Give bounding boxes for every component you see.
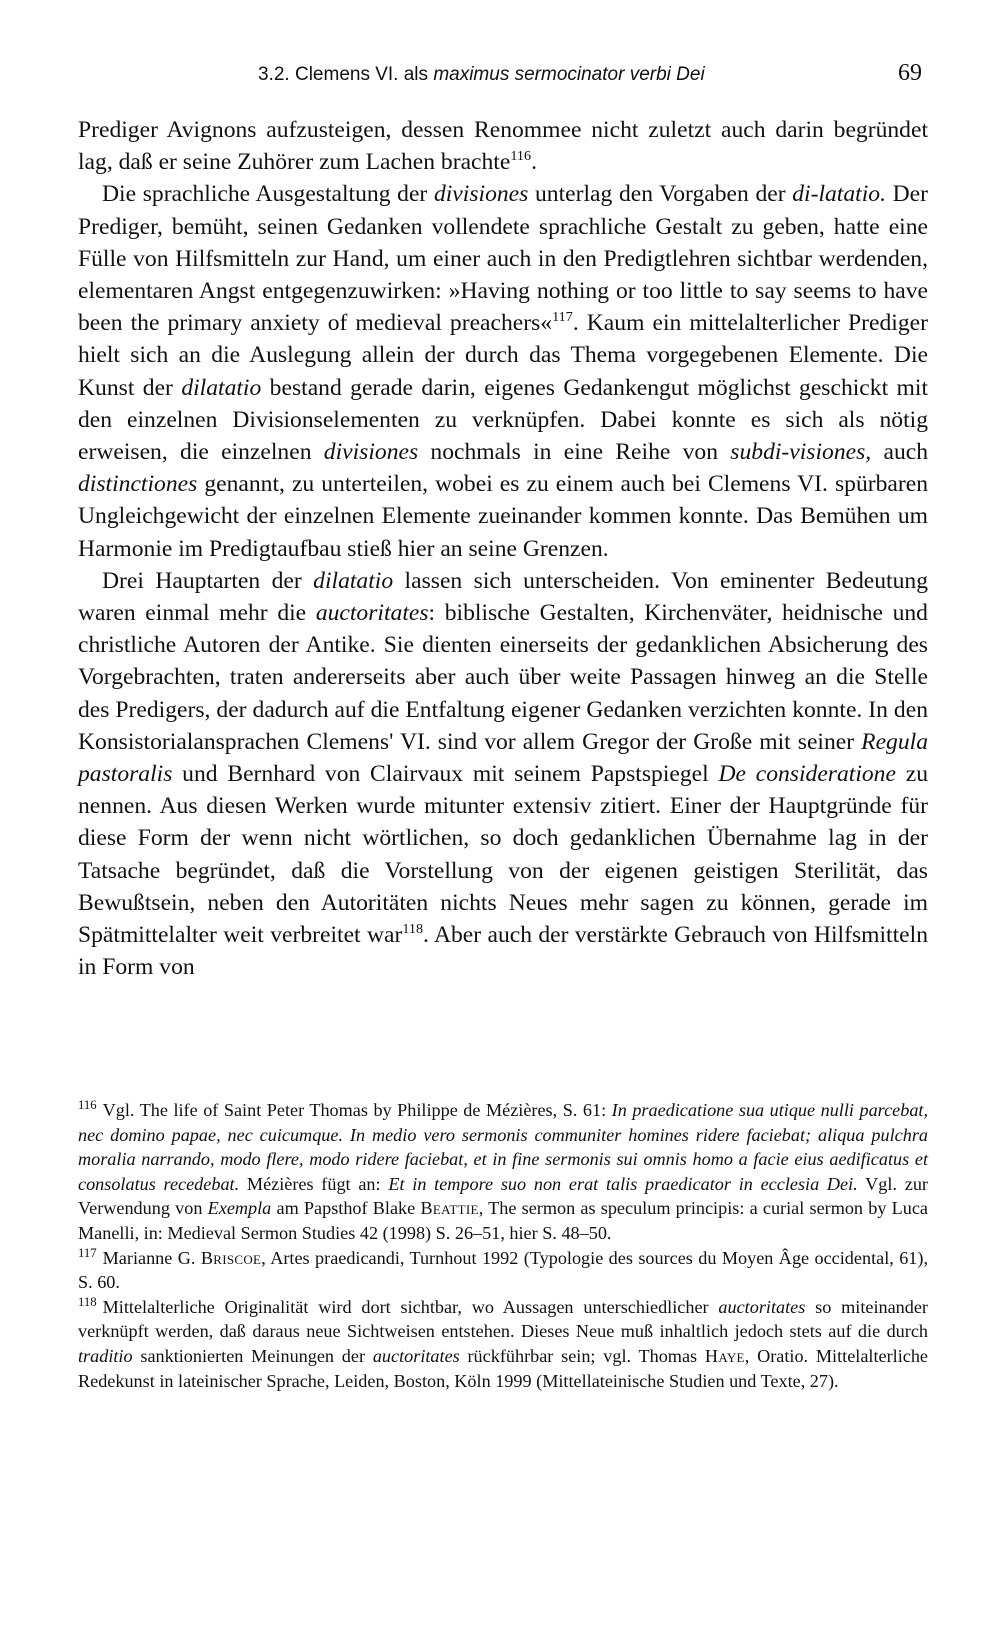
- footnote-118: [78, 1295, 928, 1393]
- text-run: so miteinander verknüpft werden, daß daraus neue Sichtweisen entstehen. Dieses Neue muß inhaltlich jedoch stets auf die durch: [78, 1296, 928, 1342]
- text-run: . Aber auch der verstärkte Gebrauch von Hilfsmitteln in Form von: [78, 922, 928, 981]
- text-run: , The sermon as speculum principis: a curial sermon by Luca Manelli, in: Medieval Sermon Studies 42 (1998) S. 26–51, hier S. 48–50.: [78, 1198, 928, 1243]
- text-run: zu nennen. Aus diesen Werken wurde mitunter extensiv zitiert. Einer der Hauptgründe für diese Form der wenn nicht wörtlichen, so doch gedanklichen Übernahme lag in der Tatsache begründet, daß die Vorstellung von der eigenen geistigen Sterilität, das Bewußtsein, neben den Autoritäten nichts Neues mehr sagen zu können, gerade im Spätmittelalter weit verbreitet war: [78, 761, 928, 949]
- text-run: Vgl. zur Verwendung von: [78, 1173, 928, 1219]
- italic-term: distinctiones: [78, 471, 198, 498]
- text-run: . Kaum ein mittelalterlicher Prediger hielt sich an die Auslegung allein der durch das Thema vorgegebenen Elemente. Die Kunst der: [78, 310, 928, 401]
- text-run: genannt, zu unterteilen, wobei es zu einem auch bei Clemens VI. spürbaren Ungleichgewicht der einzelnen Elemente zueinander kommen konnte. Das Bemühen um Harmonie im Predigtaufbau stieß hier an seine Grenzen.: [78, 471, 928, 562]
- paragraph-2: [78, 178, 928, 564]
- italic-term: Exempla: [207, 1198, 272, 1219]
- text-run: Prediger Avignons aufzusteigen, dessen Renommee nicht zuletzt auch darin begründet lag, daß er seine Zuhörer zum Lachen brachte: [78, 117, 928, 176]
- footnote-ref-118: 118: [402, 921, 424, 938]
- section-title-italic: maximus sermocinator verbi Dei: [433, 64, 705, 85]
- text-run: rückführbar sein; vgl. Thomas: [459, 1345, 705, 1366]
- text-run: lassen sich unterscheiden. Von eminenter Bedeutung waren einmal mehr die: [78, 567, 928, 627]
- text-run: .: [531, 149, 537, 176]
- text-run: : biblische Gestalten, Kirchenväter, heidnische und christliche Autoren der Antike. Sie dienten einerseits der gedanklichen Absicherung des Vorgebrachten, traten andererseits aber auch über weite Passagen hinweg an die Stelle des Predigers, der dadurch auf die Entfaltung eigener Gedanken verzichten konnte. In den Konsistorialansprachen Clemens' VI. sind vor allem Gregor der Große mit seiner: [78, 600, 928, 755]
- paragraph-3: [78, 565, 928, 984]
- italic-term: auctoritates: [315, 600, 429, 627]
- italic-term: auctoritates: [372, 1345, 460, 1366]
- footnote-number: 117: [78, 1245, 97, 1260]
- text-run: , Artes praedicandi, Turnhout 1992 (Typologie des sources du Moyen Âge occidental, 61), S. 60.: [78, 1247, 928, 1293]
- footnote-ref-117: 117: [552, 309, 573, 326]
- footnote-number: 118: [78, 1294, 97, 1309]
- text-run: am Papsthof Blake: [271, 1198, 421, 1219]
- italic-term: divisiones: [433, 181, 529, 208]
- author-name: Haye: [704, 1345, 745, 1366]
- author-name: Beattie: [420, 1198, 479, 1219]
- author-name: Briscoe: [200, 1247, 262, 1268]
- main-text: [78, 114, 928, 983]
- running-title: [258, 64, 705, 86]
- footnote-ref-116: 116: [510, 148, 532, 165]
- italic-term: traditio: [78, 1345, 133, 1366]
- text-run: , Oratio. Mittelalterliche Redekunst in lateinischer Sprache, Leiden, Boston, Köln 1999 (Mittellateinische Studien und Texte, 27).: [78, 1345, 928, 1391]
- text-run: auch: [871, 439, 929, 466]
- section-title: Clemens VI. als: [294, 64, 429, 85]
- text-run: unterlag den Vorgaben der: [528, 181, 793, 208]
- italic-term: auctoritates: [718, 1296, 806, 1317]
- text-run: Vgl. The life of Saint Peter Thomas by Philippe de Mézières, S. 61:: [102, 1100, 612, 1120]
- text-run: Drei Hauptarten der: [102, 567, 314, 594]
- text-run: Der Prediger, bemüht, seinen Gedanken vollendete sprachliche Gestalt zu geben, hatte eine Fülle von Hilfsmitteln zur Hand, um einer auch in den Predigtlehren sichtbar werdenden, elementaren Angst entgegenzuwirken: »Having nothing or too little to say seems to have been the primary anxiety of medieval preachers«: [78, 181, 928, 337]
- italic-term: di-latatio.: [792, 181, 886, 208]
- footnote-117: [78, 1246, 928, 1295]
- footnote-number: 116: [78, 1097, 97, 1112]
- latin-quote: In praedicatione sua utique nulli parcebat, nec domino papae, nec cuicumque. In medio vero sermonis communiter homines ridere faciebat; aliqua pulchra moralia narrando, modo flere, modo ridere faciebat, et in fine sermonis sui omnis homo a facie eius aedificatus et consolatus recedebat.: [78, 1100, 929, 1194]
- text-run: bestand gerade darin, eigenes Gedankengut möglichst geschickt mit den einzelnen Divisionselementen zu verknüpfen. Dabei konnte es sich als nötig erweisen, die einzelnen: [78, 374, 928, 466]
- italic-term: dilatatio: [313, 567, 394, 594]
- text-run: und Bernhard von Clairvaux mit seinem Papstspiegel: [172, 761, 719, 788]
- text-run: sanktionierten Meinungen der: [132, 1345, 373, 1366]
- text-run: Marianne G.: [102, 1247, 201, 1268]
- paragraph-1: [78, 114, 928, 178]
- text-run: Die sprachliche Ausgestaltung der: [102, 181, 434, 208]
- italic-title: Regula pastoralis: [78, 728, 928, 788]
- section-number: 3.2.: [258, 64, 290, 85]
- text-run: nochmals in eine Reihe von: [418, 439, 731, 466]
- italic-term: divisiones: [323, 439, 419, 466]
- footnotes: [78, 1098, 928, 1393]
- footnote-116: [78, 1098, 928, 1246]
- italic-term: dilatatio: [181, 374, 262, 401]
- page-number: 69: [898, 60, 922, 86]
- page-header: [78, 60, 922, 96]
- text-run: Mittelalterliche Originalität wird dort sichtbar, wo Aussagen unterschiedlicher: [102, 1296, 719, 1317]
- latin-quote: Et in tempore suo non erat talis praedicator in ecclesia Dei.: [388, 1173, 858, 1194]
- text-run: Mézières fügt an:: [239, 1173, 389, 1194]
- italic-term: subdi-visiones,: [730, 439, 872, 466]
- italic-title: De consideratione: [718, 761, 896, 788]
